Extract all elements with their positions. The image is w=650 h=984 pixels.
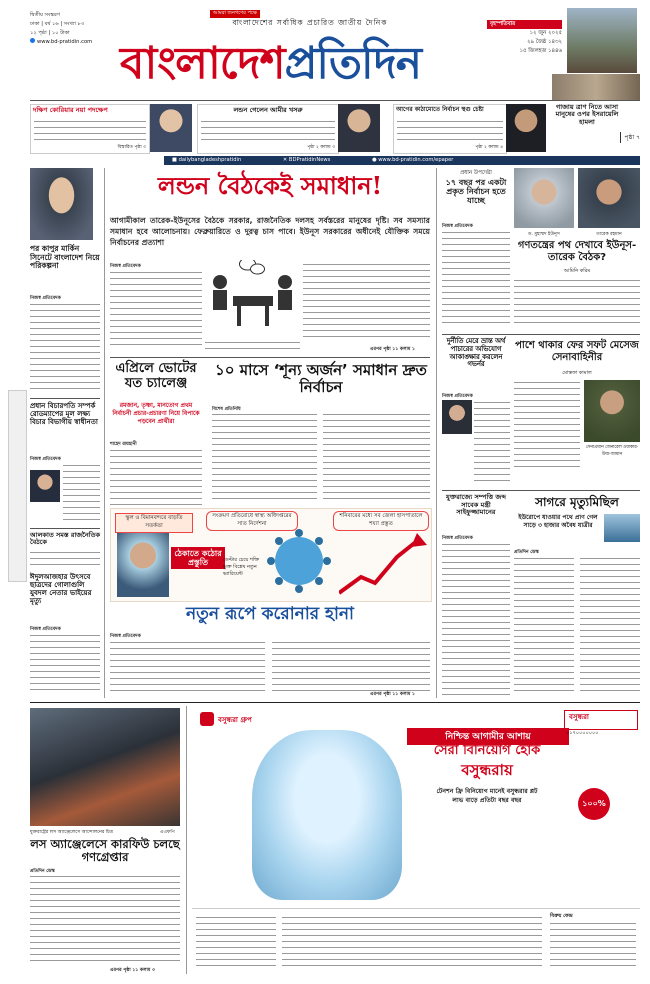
ad-line-5: লাভ বাড়ে প্রতিটা বছর বছর xyxy=(452,797,522,804)
facebook-handle[interactable]: dailybangladeshpratidin xyxy=(178,157,242,163)
right-top-by: নিজস্ব প্রতিবেদক xyxy=(442,224,473,229)
date-gregorian: ১২ জুন ২০২৫ xyxy=(529,30,562,36)
corona-graphic xyxy=(110,508,432,602)
uk-assets-by: নিজস্ব প্রতিবেদক xyxy=(442,536,473,541)
website-link[interactable]: www.bd-pratidin.com xyxy=(30,38,110,47)
trend-arrow-icon xyxy=(339,531,427,599)
reg-info: ঢাকা | বর্ষ ১৬ | সংখ্যা ৮৩ xyxy=(30,21,85,27)
april-byline: শাহেদ রায়হানী xyxy=(110,442,137,447)
army-caption: সেনাপ্রধান জেনারেল ওয়াকার-উজ-জামান xyxy=(585,445,639,457)
teaser-1-page: বিস্তারিত পৃষ্ঠা ৩ xyxy=(117,145,146,150)
yunus-photo xyxy=(514,168,574,228)
teaser-3-page: পৃষ্ঠা ২ কলাম ৪ xyxy=(475,145,503,150)
teaser-2-title: লন্ডন গেলেন আমীর খসরু xyxy=(233,106,303,114)
sea-photo xyxy=(604,514,640,542)
ad-brand: বসুন্ধরা গ্রুপ xyxy=(218,716,252,724)
corona-tag-1: স্কুল ও বিমানবন্দরে বাড়তি সতর্কতা xyxy=(115,513,193,533)
bashundhara-ad[interactable] xyxy=(192,706,640,906)
epaper-link[interactable]: www.bd-pratidin.com/epaper xyxy=(378,157,454,163)
right-top-head: ১৭ বছর পর একটা প্রকৃত নির্বাচন হতে যাচ্ছে xyxy=(445,178,507,206)
army-by: মোস্তফা কামাল xyxy=(562,370,592,376)
teaser-3-photo xyxy=(506,104,546,152)
teaser-2-photo xyxy=(338,104,380,152)
sea-sub: ইউরোপে যাওয়ার পথে প্রাণ গেল সাড়ে ৩ হাজার অবৈধ যাত্রীর xyxy=(518,514,598,529)
left-col-photo-1 xyxy=(30,168,93,240)
ad-line-3: বসুন্ধরায় xyxy=(461,761,513,779)
web-icon: ● xyxy=(372,157,377,163)
corona-tag-3: শনিবারের মধ্যে সব জেলা হাসপাতালে শয্যা প্রস্তুত xyxy=(333,511,429,531)
globe-icon xyxy=(30,38,35,43)
la-caption: যুক্তরাষ্ট্রের লস অ্যাঞ্জেলেসে আন্দোলনের চিত্র xyxy=(30,830,114,835)
teaser-4[interactable] xyxy=(552,74,640,152)
teaser-1[interactable] xyxy=(30,104,150,154)
day-label: বৃহস্পতিবার xyxy=(487,20,562,29)
ad-piggybank-image xyxy=(252,730,402,900)
left-item-1-by: নিজস্ব প্রতিবেদক xyxy=(30,296,61,301)
bashundhara-logo-icon xyxy=(200,712,214,726)
ad-line-1: নিশ্চিন্ত আগামীর আশায় xyxy=(407,728,569,745)
uk-assets-head: যুক্তরাজ্যে সম্পত্তি জব্দ সাবেক মন্ত্রী সাইফুজ্জামানের xyxy=(446,493,506,517)
masthead-left-info xyxy=(30,11,110,47)
edition-label: দ্বিতীয় সংস্করণ xyxy=(30,12,61,18)
lead-illustration xyxy=(205,260,300,338)
teaser-2[interactable] xyxy=(197,104,339,154)
teaser-4-page: পৃষ্ঠা ৭ xyxy=(620,132,640,143)
corona-tag-5: ডেল্টার চেয়ে শক্তি ভুক্ত বিশ্লেষ নতুন ভ্যারিয়েন্ট xyxy=(223,557,260,577)
la-continued: এরপর পৃষ্ঠা ১১ কলাম ৩ xyxy=(110,968,155,973)
april-headline: এপ্রিলে ভোটের যত চ্যালেঞ্জ xyxy=(115,361,197,391)
corona-headline: নতুন রূপে করোনার হানা xyxy=(186,604,354,624)
tarique-caption: তারেক রহমান xyxy=(596,232,622,237)
date-box xyxy=(487,20,562,56)
ad-line-4: টেনশন ফ্রি বিনিয়োগ মানেই বসুন্ধরার প্লট xyxy=(436,788,538,795)
corona-byline: নিজস্ব প্রতিবেদক xyxy=(110,634,141,639)
teaser-3[interactable] xyxy=(393,104,507,154)
la-head: লস অ্যাঞ্জেলেসে কারফিউ চলছে গণগ্রেপ্তার xyxy=(30,837,180,865)
sales-center-head: বিক্রয় কেন্দ্র xyxy=(550,913,573,919)
tag-top: আমরা জনগণের পক্ষে xyxy=(210,10,260,18)
pages-price: ১২ পৃষ্ঠা | ১০ টাকা xyxy=(30,30,70,36)
ad-line-2: সেরা বিনিয়োগ হোক xyxy=(433,743,541,758)
masthead-photo xyxy=(567,8,637,73)
facebook-icon: ■ xyxy=(172,157,177,163)
ad-logo-2 xyxy=(564,710,638,730)
left-item-3-head: আলকাত সমস্ত রাজনৈতিক বৈঠকে xyxy=(30,531,101,547)
teaser-3-title: আগের কাঠামোতে নির্বাচন স্থগু চেষ্টা xyxy=(396,106,484,113)
date-bangla: ২৯ জৈষ্ঠ ১৪৩২ xyxy=(527,39,562,45)
la-by: প্রতিদিন ডেস্ক xyxy=(30,869,55,874)
ad-phone: ০১৭০০০০০০০ xyxy=(566,730,599,736)
tagline: বাংলাদেশের সর্বাধিক প্রচারিত জাতীয় দৈনিক xyxy=(232,18,388,27)
april-sub: রমজান, তৃষ্ণা, মানতোগ প্রথম নির্বাচনী প্রচার-প্রচারণা নিয়ে বিপাকে পড়বেন প্রার্থীরা xyxy=(112,402,200,425)
mask-person-photo xyxy=(117,533,169,597)
tarique-photo xyxy=(578,168,640,228)
left-item-1-head: পর কাপুর মার্কিন সিনেটে বাংলাদেশ নিয়ে পরিকল্পনা xyxy=(30,244,100,271)
newspaper-title[interactable] xyxy=(120,30,480,94)
la-protest-photo xyxy=(30,708,180,826)
ad-badge: ১০০% xyxy=(578,788,610,820)
title-part-1: বাংলাদেশ xyxy=(120,38,285,89)
sea-by: প্রতিদিন ডেস্ক xyxy=(514,550,539,555)
teaser-1-photo xyxy=(150,104,192,152)
zero-headline: ১০ মাসে ‘শূন্য অর্জন’ সমাধান দ্রুত নির্বাচন xyxy=(215,361,427,397)
virus-icon xyxy=(261,523,337,601)
lead-intro: আগামীকাল তারেক-ইউনূসের বৈঠকে সরকার, রাজনৈতিক দলসহ সর্বস্তরের মানুষের দৃষ্টি। সব সমস্যার সমাধান হবে আলোচনায়। ফেব্রুয়ারিতে ও দুরত্ব চাস পাবে। ইউনূস সরকারের অধীনেই যৌক্তিক সময়ে নির্বাচনের প্রত্যাশা xyxy=(110,216,430,247)
ad-logo-2-text: বসুন্ধরা xyxy=(569,713,589,721)
lead-byline: নিজস্ব প্রতিবেদক xyxy=(110,264,141,269)
left-item-2-head: প্রধান বিচারপতি সম্পর্ক রোডম্যাপের মূল লক্ষ্য বিচার বিভাগীয় স্বাধীনতা xyxy=(30,402,98,427)
date-hijri: ১৫ জিলহজ ১৪৪৬ xyxy=(519,48,562,54)
army-chief-photo xyxy=(584,380,640,442)
governor-head: দুর্নীতি মেরে ভ্রান্ত অর্থ পাচারের অভিযোগ আকাঙ্ক্ষার করলেন গভর্নর xyxy=(446,337,506,369)
governor-photo xyxy=(442,400,472,434)
social-strip xyxy=(164,156,640,165)
zero-byline: বিশেষ প্রতিনিধি xyxy=(212,407,241,412)
teaser-4-photo xyxy=(552,74,640,100)
lead-continued: এরপর পৃষ্ঠা ১১ কলাম ১ xyxy=(370,347,415,352)
corona-tag-2: সংক্রমণ প্রতিরোধে স্বাস্থ্য অধিদপ্তরের সাত নির্দেশনা xyxy=(206,511,298,531)
yunus-caption: ড. মুহাম্মদ ইউনূস xyxy=(528,232,560,237)
ad-footer xyxy=(192,908,640,975)
x-handle[interactable]: BDPratidinNews xyxy=(288,157,331,163)
corona-continued: এরপর পৃষ্ঠা ১১ কলাম ১ xyxy=(370,692,415,697)
la-credit: এএফপি xyxy=(160,830,175,835)
lead-headline: লন্ডন বৈঠকেই সমাধান! xyxy=(157,171,383,200)
corona-tag-4: ঠেকাতে কঠোর প্রস্তুতি xyxy=(171,547,225,569)
army-head: পাশে থাকার ফের সফট মেসেজ সেনাবাহিনীর xyxy=(515,340,639,363)
x-icon: ✕ xyxy=(282,157,288,163)
analysis-by: আমিনি করিম xyxy=(563,268,591,274)
teaser-1-title: দক্ষিণ কোরিয়ার নয়া পদক্ষেপ xyxy=(33,106,108,114)
left-item-4-by: নিজস্ব প্রতিবেদক xyxy=(30,627,61,632)
governor-by: নিজস্ব প্রতিবেদক xyxy=(442,394,473,399)
analysis-head: গণতন্ত্রের পথ দেখাবে ইউনূস-তারেক বৈঠক? xyxy=(517,240,637,263)
left-item-4-head: ঈদুলআজহার উৎসবে ছাত্রদের গোলাগুলি যুবদল নেতার ভাইয়ের মৃত্যু xyxy=(30,573,92,606)
teaser-4-title: গাজায় ত্রাণ নিতে আসা মানুষের ওপর ইসরায়েলি হামলা xyxy=(555,103,619,126)
left-item-2-by: নিজস্ব প্রতিবেদক xyxy=(30,457,61,462)
teaser-2-page: পৃষ্ঠা ২ কলাম ৩ xyxy=(307,145,335,150)
title-part-2: প্রতিদিন xyxy=(284,38,421,89)
left-col-photo-2 xyxy=(30,470,60,502)
side-ad-strip xyxy=(8,390,27,582)
right-top-label: প্রধান উপদেষ্টা xyxy=(460,170,492,176)
sea-head: সাগরে মৃত্যুমিছিল xyxy=(535,495,619,509)
